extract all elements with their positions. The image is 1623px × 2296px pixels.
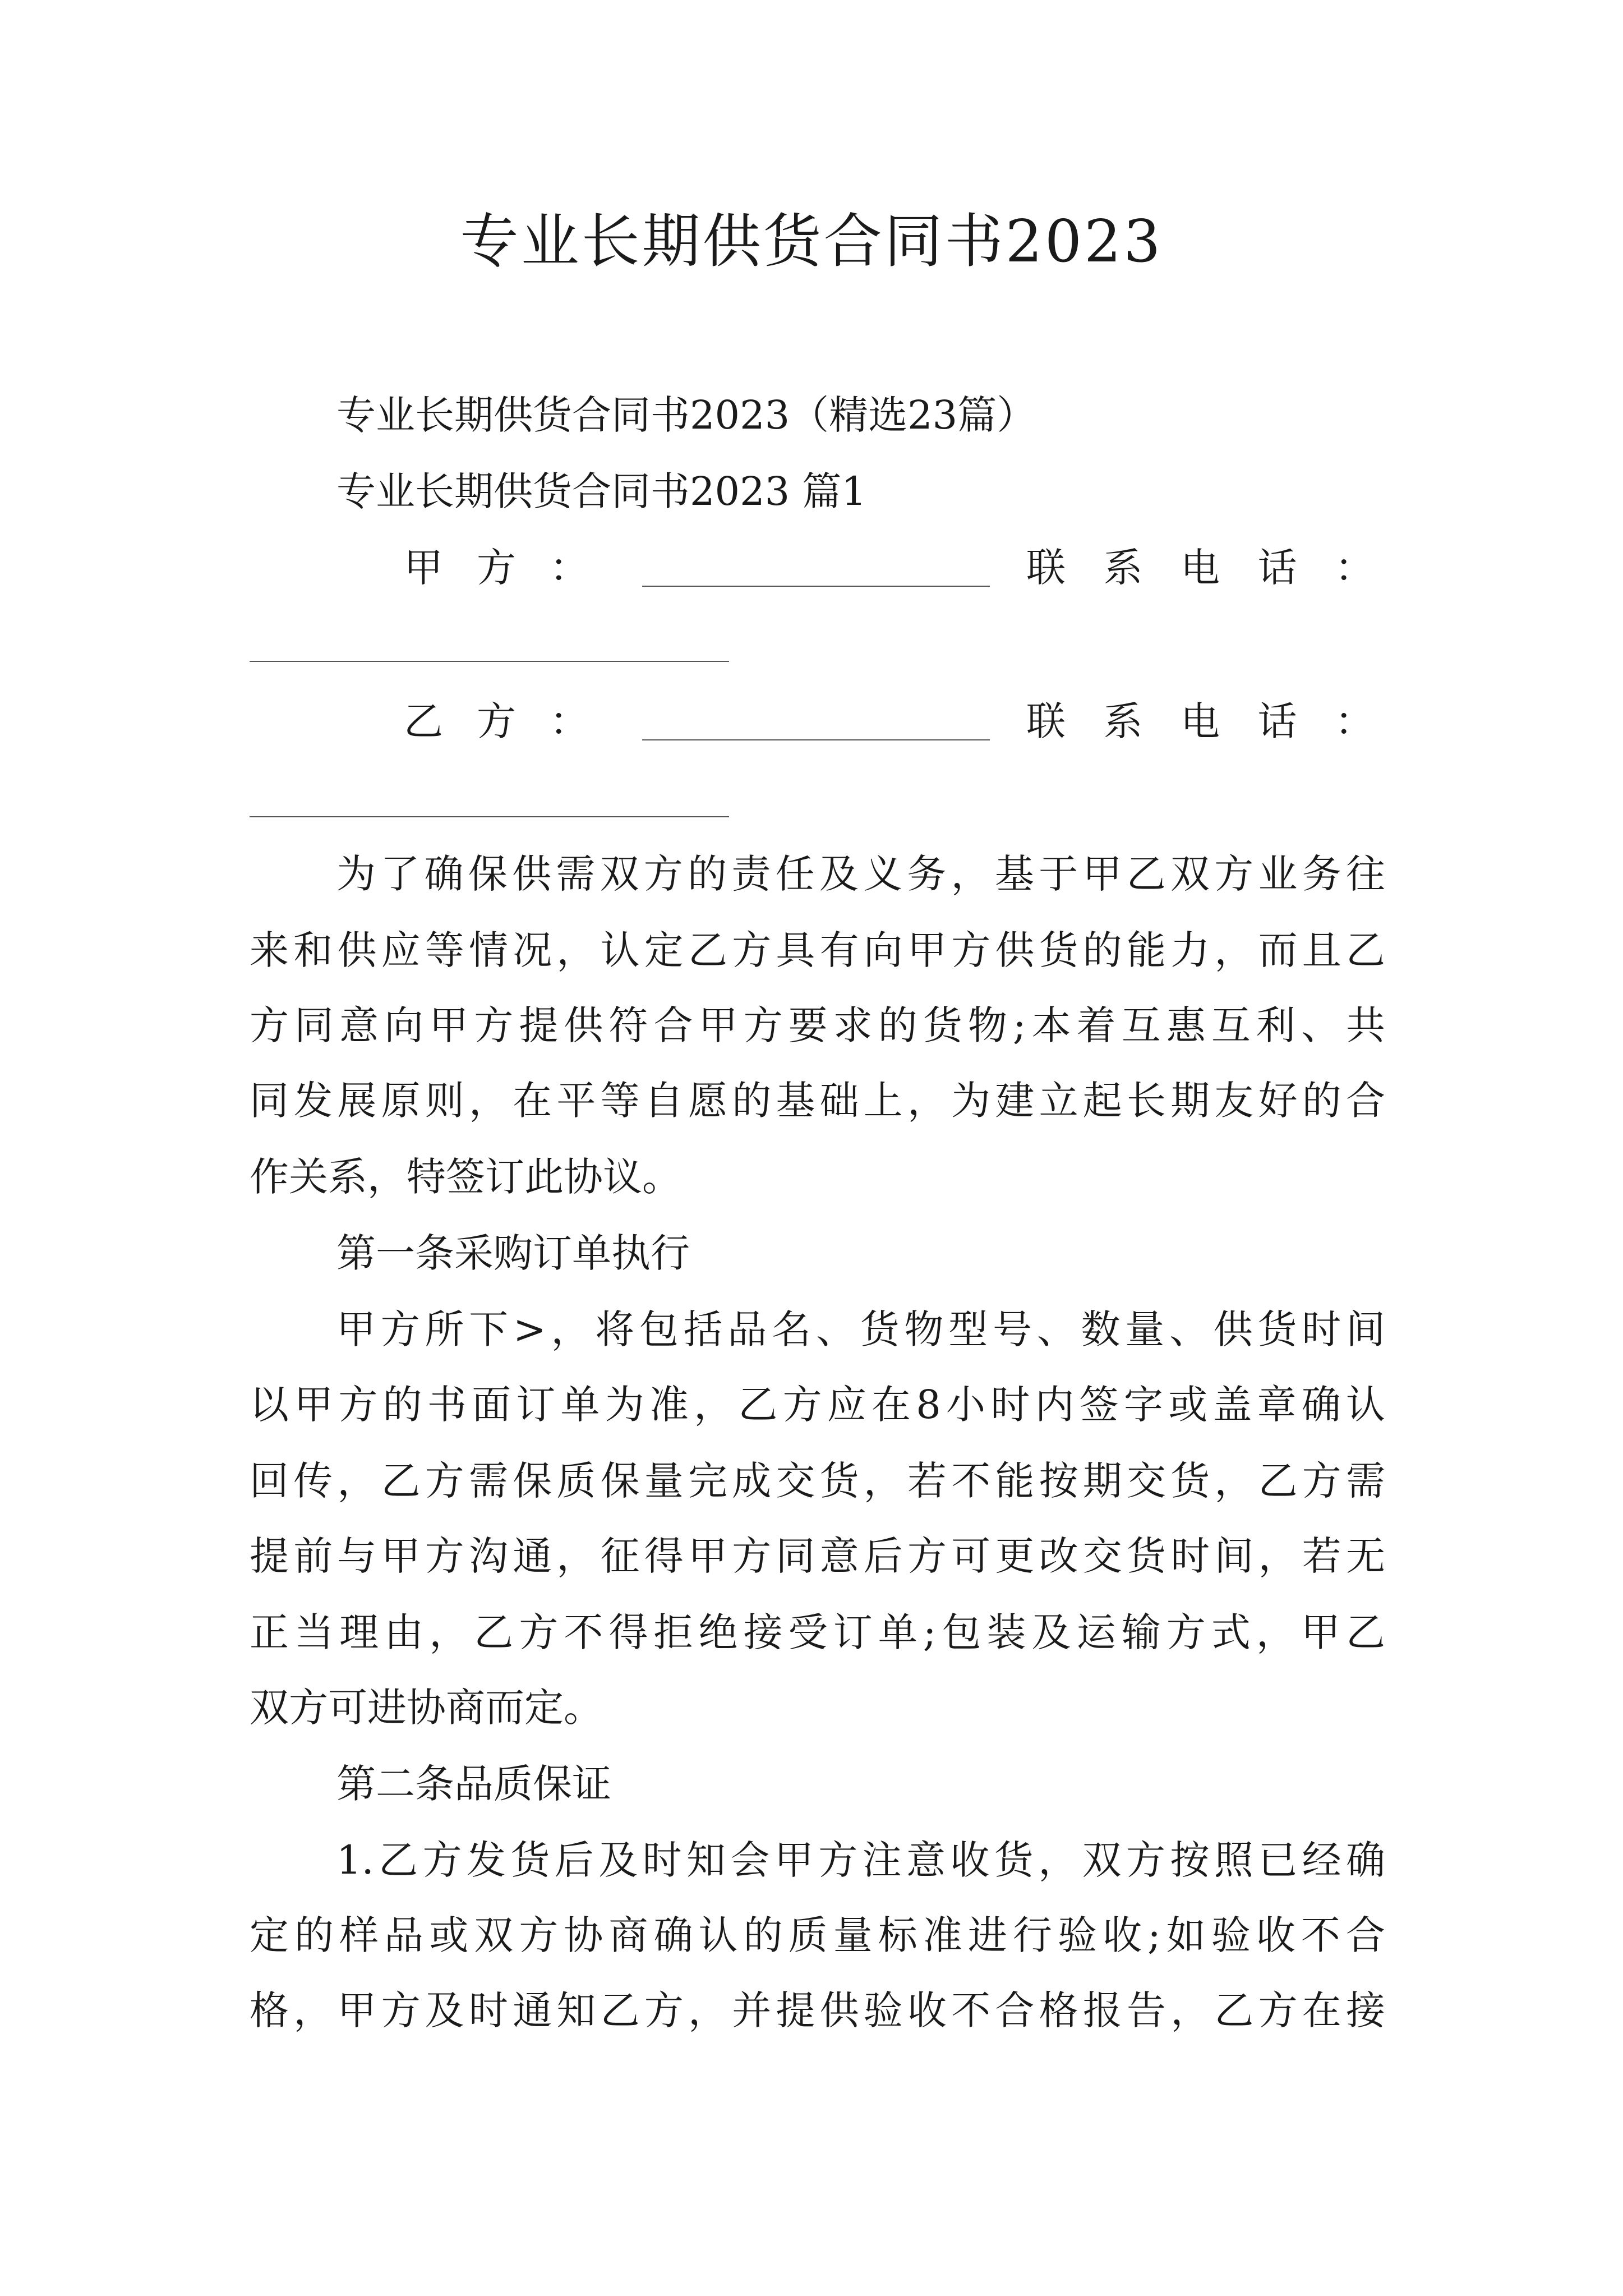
party-a-row: [0, 541, 1623, 595]
article-1-line: 正当理由，乙方不得拒绝接受订单;包装及运输方式，甲乙: [250, 1609, 1385, 1655]
section-heading: 专业长期供货合同书2023 篇1: [336, 468, 866, 514]
party-a-phone-char: 话: [1257, 545, 1297, 591]
party-a-phone-label: [1026, 541, 1374, 595]
intro-line: 方同意向甲方提供符合甲方要求的货物;本着互惠互利、共: [250, 1002, 1385, 1048]
article-1-line: 提前与甲方沟通，征得甲方同意后方可更改交货时间，若无: [250, 1533, 1385, 1579]
party-a-phone-char: ：: [1335, 545, 1374, 591]
party-b-label-char: 方: [477, 698, 516, 744]
article-1-line: 回传，乙方需保质保量完成交货，若不能按期交货，乙方需: [250, 1458, 1385, 1504]
party-b-phone-blank[interactable]: [250, 816, 729, 817]
intro-line: 为了确保供需双方的责任及义务，基于甲乙双方业务往: [336, 851, 1385, 897]
party-a-phone-char: 联: [1026, 545, 1066, 591]
party-a-phone-char: 电: [1181, 545, 1220, 591]
intro-line: 作关系，特签订此协议。: [250, 1154, 681, 1200]
party-a-phone-char: 系: [1103, 545, 1143, 591]
intro-line: 同发展原则，在平等自愿的基础上，为建立起长期友好的合: [250, 1078, 1385, 1124]
document-subtitle: 专业长期供货合同书2023（精选23篇）: [336, 392, 1036, 438]
party-a-label: [404, 541, 589, 595]
party-a-name-blank[interactable]: [642, 586, 990, 587]
party-b-phone-label: [1026, 694, 1374, 748]
party-b-phone-char: 电: [1181, 698, 1220, 744]
article-1-line: 以甲方的书面订单为准，乙方应在8小时内签字或盖章确认: [250, 1382, 1385, 1428]
party-b-phone-char: 话: [1257, 698, 1297, 744]
article-2-line: 1.乙方发货后及时知会甲方注意收货，双方按照已经确: [336, 1837, 1385, 1883]
article-1-line: 双方可进协商而定。: [250, 1685, 603, 1731]
intro-line: 来和供应等情况，认定乙方具有向甲方供货的能力，而且乙: [250, 927, 1385, 973]
article-2-heading: 第二条品质保证: [336, 1761, 611, 1807]
party-b-phone-char: 系: [1103, 698, 1143, 744]
article-2-line: 定的样品或双方协商确认的质量标准进行验收;如验收不合: [250, 1912, 1385, 1958]
party-b-label-char: ：: [550, 698, 589, 744]
party-a-phone-blank[interactable]: [250, 661, 729, 662]
document-title: 专业长期供货合同书2023: [460, 207, 1163, 275]
party-b-label-char: 乙: [404, 698, 443, 744]
party-b-row: [0, 694, 1623, 748]
party-b-phone-char: ：: [1335, 698, 1374, 744]
party-b-name-blank[interactable]: [642, 739, 990, 740]
party-a-label-char: ：: [550, 545, 589, 591]
party-a-label-char: 方: [477, 545, 516, 591]
article-2-line: 格，甲方及时通知乙方，并提供验收不合格报告，乙方在接: [250, 1987, 1385, 2033]
party-a-label-char: 甲: [404, 545, 443, 591]
party-b-phone-char: 联: [1026, 698, 1066, 744]
party-b-label: [404, 694, 589, 748]
article-1-heading: 第一条采购订单执行: [336, 1230, 690, 1276]
article-1-line: 甲方所下>，将包括品名、货物型号、数量、供货时间: [336, 1306, 1385, 1352]
